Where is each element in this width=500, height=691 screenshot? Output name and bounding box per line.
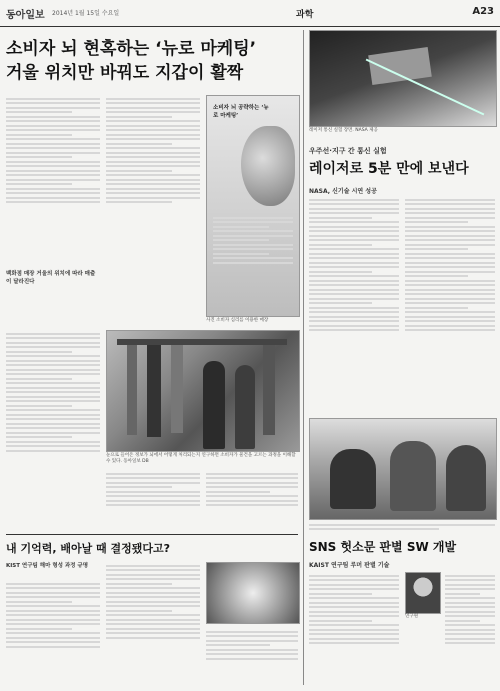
main-story-body-4 <box>106 470 200 530</box>
laser-subhead: NASA, 신기술 시연 성공 <box>309 188 377 195</box>
laser-satellite-photo <box>309 30 497 127</box>
dateline: 2014년 1월 15일 수요일 <box>52 10 120 17</box>
bottom-story-subhead: KIST 연구팀 해마 형성 과정 규명 <box>6 563 89 569</box>
laser-body-2 <box>405 196 495 411</box>
laser-headline: 레이저로 5분 만에 보낸다 <box>309 161 469 177</box>
bottom-story-body <box>6 580 100 685</box>
pull-quote: 백화점 매장 거울의 위치에 따라 매출이 달라진다 <box>6 271 96 285</box>
laser-photo-caption: 레이저 통신 실험 장면. NASA 제공 <box>309 128 378 133</box>
page-number: A23 <box>472 6 494 17</box>
main-story-body-2 <box>106 95 200 263</box>
main-headline-1: 소비자 뇌 현혹하는 ‘뉴로 마케팅’ <box>6 39 257 59</box>
bottom-story-body-3 <box>206 628 298 685</box>
laser-body-1 <box>309 196 399 411</box>
newspaper-logo: 동아일보 <box>6 10 45 21</box>
shopping-photo-caption: 눈으로 들어온 정보가 뇌에서 어떻게 처리되는지 연구하면 소비자가 물건을 고르는 과정을 이해할 수 있다. 동아일보 DB <box>106 453 296 464</box>
researcher-portrait <box>405 572 441 614</box>
section-name: 과학 <box>296 10 314 20</box>
sns-photo-caption <box>309 521 495 533</box>
shopping-photo <box>106 330 300 452</box>
portrait-caption: 연구원 <box>405 614 419 619</box>
brain-illustration <box>241 126 295 206</box>
sns-subhead: KAIST 연구팀 루머 판별 기술 <box>309 562 390 569</box>
hippocampus-photo <box>206 562 300 624</box>
bottom-story-body-2 <box>106 562 200 685</box>
masthead <box>0 0 500 27</box>
bottom-story-headline: 내 기억력, 배아날 때 결정됐다고? <box>6 542 171 555</box>
sns-headline: SNS 헛소문 판별 SW 개발 <box>309 540 457 554</box>
sns-body-2 <box>445 572 495 685</box>
laser-kicker: 우주선·지구 간 통신 실험 <box>309 147 387 155</box>
infographic-caption: 사진 소비자 심리를 이용한 매장 <box>206 318 269 323</box>
main-story-body-5 <box>206 470 298 530</box>
main-headline-2: 거울 위치만 바꿔도 지갑이 활짝 <box>6 63 244 83</box>
brain-infographic <box>206 95 300 317</box>
sns-photo <box>309 418 497 520</box>
main-story-body-3 <box>6 330 100 525</box>
main-story-body <box>6 95 100 263</box>
sns-body-1 <box>309 572 399 685</box>
sidebar-title: 소비자 뇌 공략하는 ‘뉴로 마케팅’ <box>213 105 269 119</box>
